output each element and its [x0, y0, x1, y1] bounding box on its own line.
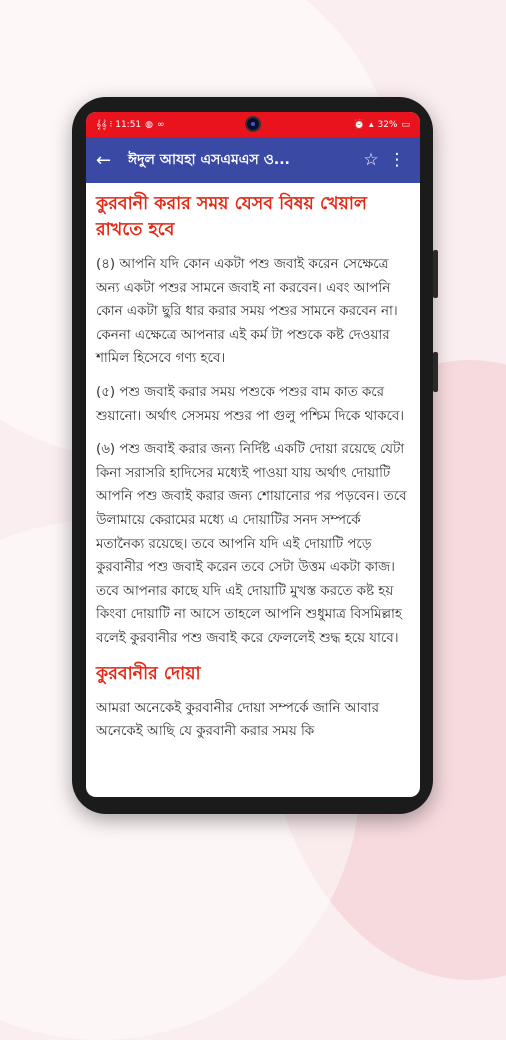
battery-percent: 32% — [377, 119, 398, 130]
power-button — [433, 352, 438, 392]
star-icon[interactable]: ☆ — [363, 150, 379, 170]
page-title: ঈদুল আযহা এসএমএস ও... — [128, 152, 290, 168]
battery-icon: ▭ — [401, 119, 410, 130]
volume-button — [433, 250, 438, 298]
whatsapp-icon: ◍ — [145, 119, 154, 130]
article-paragraph: (৪) আপনি যদি কোন একটা পশু জবাই করেন সেক্ষেত্রে অন্য একটা পশুর সামনে জবাই না করবেন। এবং আপনি কোন একটা ছুরি ধার করার সময় পশুর সামনে করবেন না। কেননা এক্ষেত্রে আপনার এই কর্ম টা পশুকে কষ্ট দেওয়ার শামিল হিসেবে গণ্য হবে। — [96, 257, 398, 367]
status-time: 𝄞𝄞 ⁝ 11:51 — [96, 119, 142, 130]
front-camera — [245, 116, 261, 132]
article-paragraph: (৬) পশু জবাই করার জন্য নির্দিষ্ট একটি দোয়া রয়েছে যেটা কিনা সরাসরি হাদিসের মধ্যেই পাওয়া যায় অর্থাৎ দোয়াটি আপনি পশু জবাই করার জন্য শোয়ানোর পর পড়বেন। তবে উলামায়ে কেরামের মধ্যে এ দোয়াটির সনদ সম্পর্কে মতানৈক্য রয়েছে। তবে আপনি যদি এই দোয়াটি পড়ে কুরবানীর পশু জবাই করেন তবে সেটা উত্তম একটা কাজ। তবে আপনার কাছে যদি এই দোয়াটি মুখস্ত করতে কষ্ট হয় কিংবা দোয়াটি না আসে তাহলে আপনি শুধুমাত্র বিসমিল্লাহ বলেই কুরবানীর পশু জবাই করে ফেললেই শুদ্ধ হয়ে যাবে। — [96, 442, 407, 646]
article-paragraph: আমরা অনেকেই কুরবানীর দোয়া সম্পর্কে জানি আবার অনেকেই আছি যে কুরবানী করার সময় কি — [96, 700, 380, 740]
signal-icon: ▴ — [368, 119, 374, 130]
message-icon: ∞ — [157, 119, 165, 130]
section-heading: কুরবানীর দোয়া — [96, 663, 201, 684]
back-arrow-icon[interactable]: ← — [96, 149, 112, 171]
alarm-icon: ⏰ — [353, 119, 365, 130]
article-heading: কুরবানী করার সময় যেসব বিষয় খেয়াল রাখতে হবে — [96, 194, 367, 240]
app-bar — [86, 137, 420, 183]
phone-screen — [86, 112, 420, 797]
article-content — [86, 183, 420, 744]
status-bar — [86, 112, 420, 137]
article-paragraph: (৫) পশু জবাই করার সময় পশুকে পশুর বাম কাত করে শুয়ানো। অর্থাৎ সেসময় পশুর পা গুলু পশ্চিম দিকে থাকবে। — [96, 384, 405, 424]
overflow-menu-icon[interactable]: ⋮ — [388, 150, 406, 170]
